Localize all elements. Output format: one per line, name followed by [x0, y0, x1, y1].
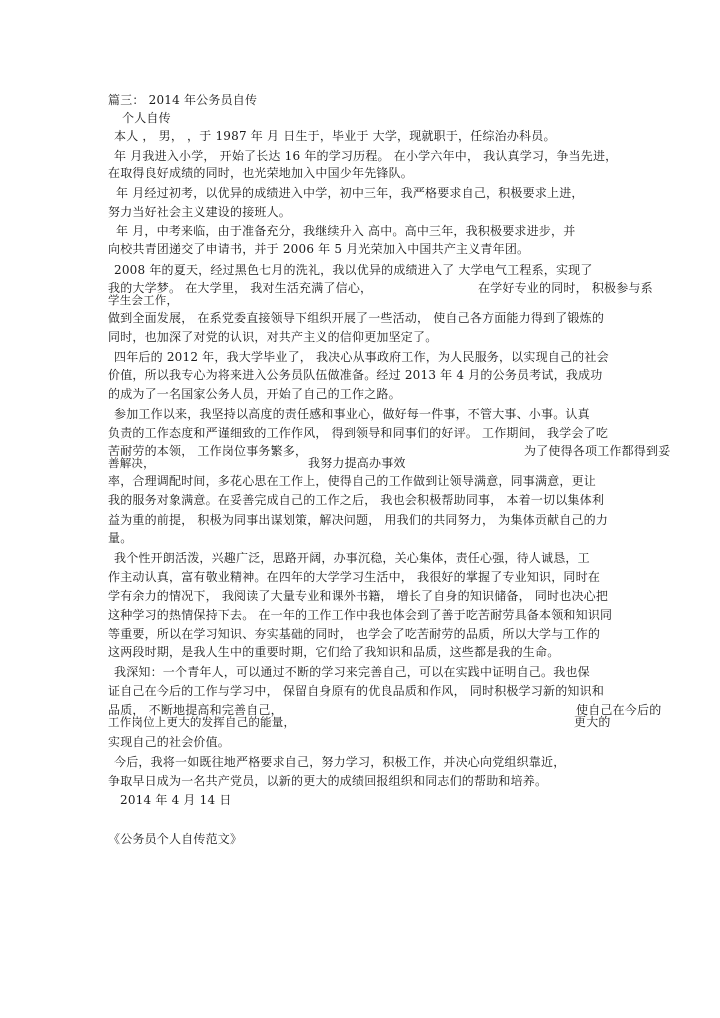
- paragraph-line: 在学好专业的同时， 积极参与系: [478, 281, 653, 295]
- paragraph-line: 学有余力的情况下， 我阅读了大量专业和课外书籍， 增长了自身的知识储备， 同时也决心把: [108, 589, 609, 603]
- page-heading: 篇三： 2014 年公务员自传: [108, 93, 258, 107]
- paragraph-line: 2008 年的夏天，经过黑色七月的洗礼，我以优异的成绩进入了 大学电气工程系，实现了: [114, 263, 593, 277]
- paragraph-line: 工作岗位上更大的发挥自己的能量，: [108, 715, 296, 729]
- paragraph-line: 量。: [108, 531, 133, 545]
- footer-title: 《公务员个人自传范文》: [108, 832, 243, 846]
- paragraph-line: 的成为了一名国家公务人员，开始了自己的工作之路。: [108, 387, 401, 401]
- paragraph-line: 我深知：一个青年人，可以通过不断的学习来完善自己，可以在实践中证明自己。我也保: [114, 665, 590, 679]
- paragraph-line: 使自己在今后的: [576, 703, 662, 717]
- paragraph-line: 年 月经过初考，以优异的成绩进入中学，初中三年，我严格要求自己，积极要求上进，: [116, 186, 584, 200]
- paragraph-line: 证自己在今后的工作与学习中， 保留自身原有的优良品质和作风， 同时积极学习新的知识和: [108, 684, 605, 698]
- paragraph-line: 今后，我将一如既往地严格要求自己，努力学习，积极工作，并决心向党组织靠近，: [114, 755, 566, 769]
- paragraph-line: 这种学习的热情保持下去。 在一年的工作工作中我也体会到了善于吃苦耐劳具备本领和知识同: [108, 608, 613, 622]
- paragraph-line: 争取早日成为一名共产党员，以新的更大的成绩回报组织和同志们的帮助和培养。: [108, 774, 548, 788]
- paragraph-line: 作主动认真，富有敬业精神。在四年的大学学习生活中， 我很好的掌握了专业知识，同时在: [108, 570, 601, 584]
- page-subheading: 个人自传: [122, 111, 171, 125]
- paragraph-line: 努力当好社会主义建设的接班人。: [108, 205, 292, 219]
- paragraph-line: 率，合理调配时间，多花心思在工作上，使得自己的工作做到让领导满意，同事满意，更让: [108, 474, 597, 488]
- paragraph-line: 学生会工作，: [108, 293, 179, 307]
- paragraph-line: 负责的工作态度和严谨细致的工作作风， 得到领导和同事们的好评。 工作期间， 我学会了吃: [108, 426, 609, 440]
- paragraph-line: 这两段时期，是我人生中的重要时期，它们给了我知识和品质，这些都是我的生命。: [108, 645, 560, 659]
- paragraph-line: 等重要，所以在学习知识、夯实基础的同时， 也学会了吃苦耐劳的品质，所以大学与工作的: [108, 627, 601, 641]
- paragraph-line: 本人 ， 男， ，于 1987 年 月 日生于，毕业于 大学，现就职于，任综治办科员。: [114, 129, 556, 143]
- paragraph-line: 向校共青团递交了申请书，并于 2006 年 5 月光荣加入中国共产主义青年团。: [108, 242, 530, 256]
- paragraph-line: 品质， 不断地提高和完善自己，: [108, 703, 283, 717]
- paragraph-line: 更大的: [574, 715, 611, 729]
- paragraph-line: 四年后的 2012 年，我大学毕业了， 我决心从事政府工作，为人民服务，以实现自己的社会: [114, 350, 609, 364]
- paragraph-line: 做到全面发展， 在系党委直接领导下组织开展了一些活动， 使自己各方面能力得到了锻炼的: [108, 311, 605, 325]
- paragraph-line: 价值，所以我专心为将来进入公务员队伍做准备。经过 2013 年 4 月的公务员考试，我成功: [108, 368, 603, 382]
- paragraph-line: 在取得良好成绩的同时，也光荣地加入中国少年先锋队。: [108, 166, 414, 180]
- paragraph-line: 年 月，中考来临，由于准备充分，我继续升入 高中。高中三年，我积极要求进步，并: [116, 224, 576, 238]
- paragraph-line: 苦耐劳的本领， 工作岗位事务繁多，: [108, 444, 308, 458]
- paragraph-line: 我个性开朗活泼，兴趣广泛，思路开阔，办事沉稳，关心集体，责任心强，待人诚恳，工: [114, 551, 590, 565]
- paragraph-line: 我的服务对象满意。在妥善完成自己的工作之后， 我也会积极帮助同事， 本着一切以集体利: [108, 493, 605, 507]
- paragraph-line: 我的大学梦。 在大学里， 我对生活充满了信心，: [108, 281, 373, 295]
- paragraph-line: 实现自己的社会价值。: [108, 735, 231, 749]
- paragraph-line: 年 月我进入小学， 开始了长达 16 年的学习历程。 在小学六年中， 我认真学习，争当先进，: [114, 149, 618, 163]
- paragraph-line: 同时，也加深了对党的认识，对共产主义的信仰更加坚定了。: [108, 330, 438, 344]
- date-line: 2014 年 4 月 14 日: [120, 793, 232, 807]
- paragraph-line: 参加工作以来，我坚持以高度的责任感和事业心，做好每一件事，不管大事、小事。认真: [114, 407, 590, 421]
- paragraph-line: 善解决，: [108, 456, 155, 470]
- paragraph-line: 益为重的前提， 积极为同事出谋划策，解决问题， 用我们的共同努力， 为集体贡献自己的力: [108, 513, 609, 527]
- paragraph-line: 我努力提高办事效: [308, 456, 406, 470]
- paragraph-line: 为了使得各项工作都得到妥: [524, 444, 671, 458]
